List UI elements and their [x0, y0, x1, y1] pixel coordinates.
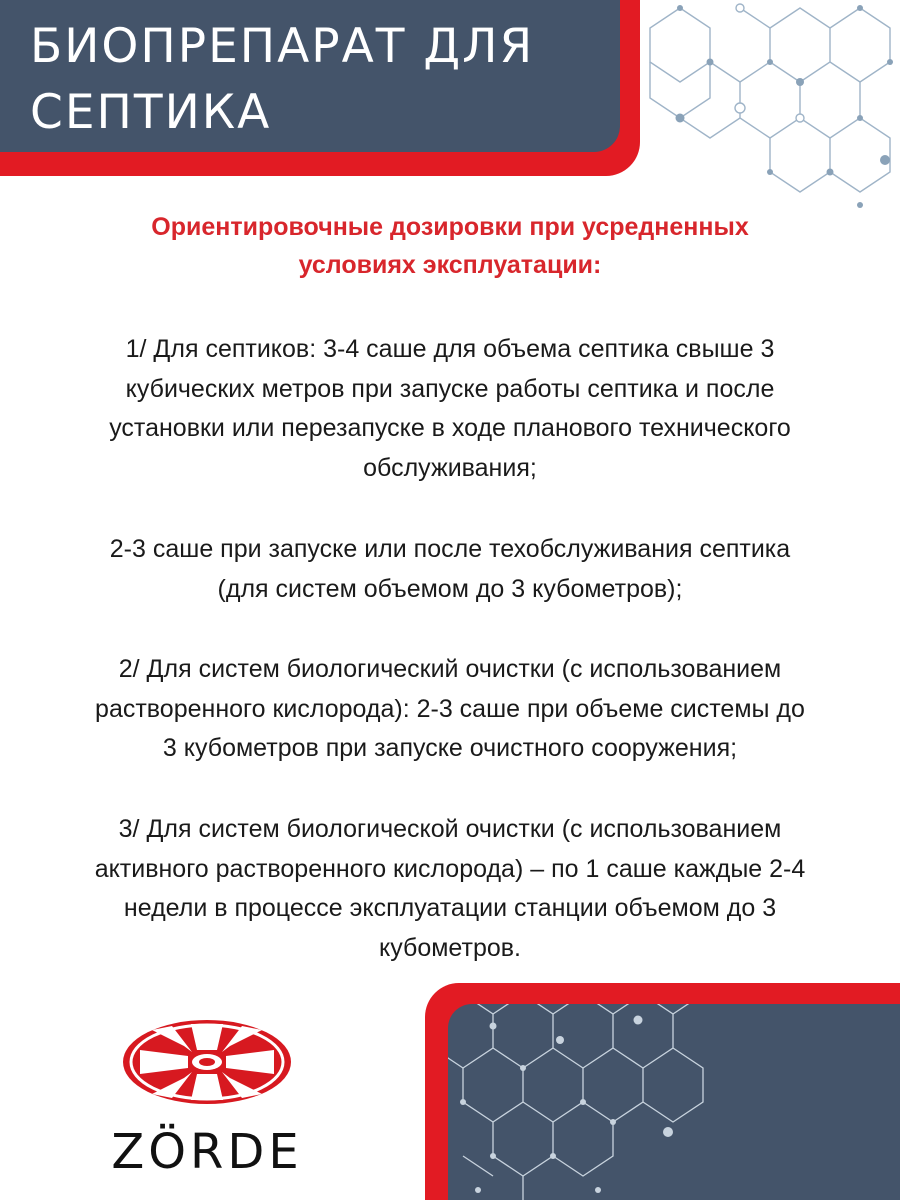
text-line: установки или перезапуске в ходе планового технического — [109, 414, 791, 442]
molecule-pattern-icon — [640, 0, 900, 215]
text-line: 2-3 саше при запуске или после техобслуживания септика — [109, 535, 791, 563]
dosage-paragraph-bio-cleaning — [20, 650, 880, 769]
title-line-1: БИОПРЕПАРАТ ДЛЯ — [30, 19, 535, 74]
text-line: кубических метров при запуске работы септика и после — [125, 374, 775, 403]
text-line: 1/ Для септиков: 3-4 саше для объема септика свыше 3 — [125, 335, 775, 363]
text-line: обслуживания; — [363, 453, 537, 482]
text-line: 3/ Для систем биологической очистки (с использованием — [118, 815, 782, 843]
text-line: растворенного кислорода): 2-3 саше при объеме системы до — [95, 694, 805, 723]
text-line: недели в процессе эксплуатации станции объемом до 3 — [123, 894, 777, 922]
text-line: кубометров. — [379, 933, 521, 962]
dosage-paragraph-septic — [20, 330, 880, 488]
zorde-logo — [60, 1010, 360, 1180]
text-line: 3 кубометров при запуске очистного сооружения; — [162, 734, 738, 762]
brand-name: ZÖRDE — [111, 1124, 303, 1180]
footer-panel — [448, 1004, 900, 1200]
dosage-paragraph-active-oxygen — [20, 810, 880, 968]
subtitle-line-2: условиях эксплуатации: — [298, 251, 602, 279]
title-line-2: СЕПТИКА — [30, 85, 272, 140]
text-line: активного растворенного кислорода) – по 1 саше каждые 2-4 — [94, 854, 806, 883]
red-rotor-disc-icon — [123, 1020, 291, 1104]
text-line: (для систем объемом до 3 кубометров); — [217, 574, 683, 603]
dosage-subtitle — [60, 208, 840, 284]
dosage-paragraph-maintenance — [20, 530, 880, 609]
text-line: 2/ Для систем биологический очистки (с использованием — [118, 655, 782, 683]
header-banner — [0, 0, 620, 152]
page-title — [30, 14, 610, 146]
molecule-pattern-icon — [448, 1004, 900, 1200]
subtitle-line-1: Ориентировочные дозировки при усредненных — [151, 213, 749, 241]
